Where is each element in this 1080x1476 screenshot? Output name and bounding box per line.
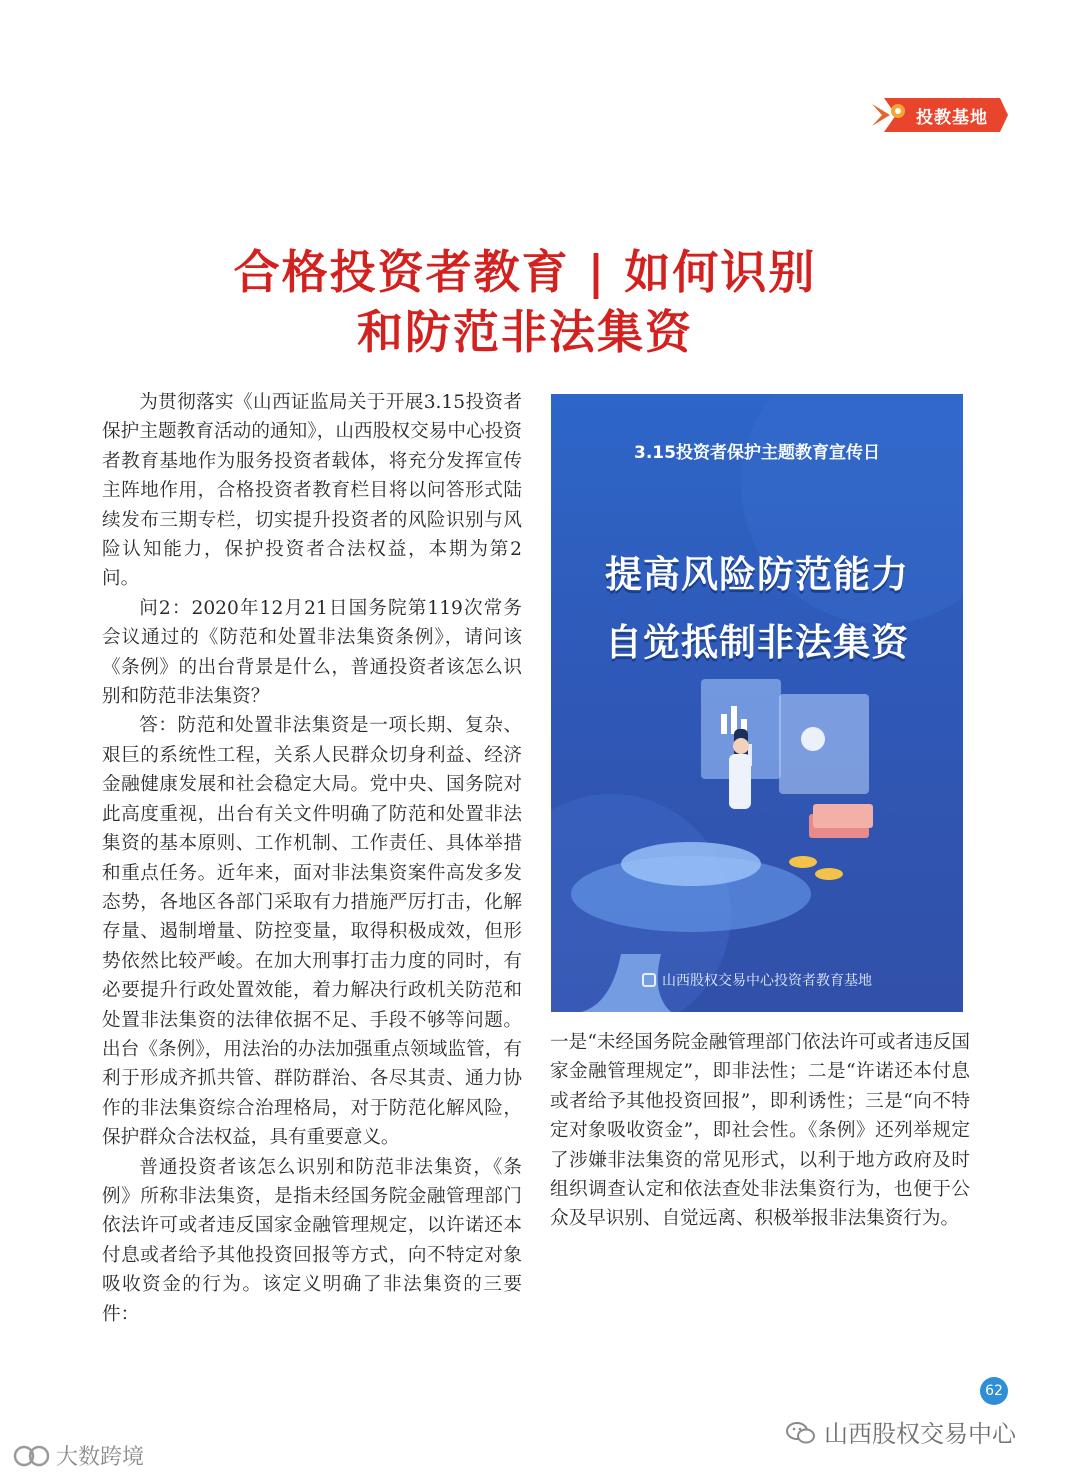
page-number: 62 [980, 1377, 1008, 1405]
promo-poster [551, 394, 963, 1012]
paragraph-answer: 答：防范和处置非法集资是一项长期、复杂、艰巨的系统性工程，关系人民群众切身利益、经济金融健康发展和社会稳定大局。党中央、国务院对此高度重视，出台有关文件明确了防范和处置非法集资的基本原则、工作机制、工作责任、具体举措和重点任务。近年来，面对非法集资案件高发多发态势，各地区各部门采取有力措施严厉打击，化解存量、遏制增量、防控变量，取得积极成效，但形势依然比较严峻。在加大刑事打击力度的同时，有必要提升行政处置效能，着力解决行政机关防范和处置非法集资的法律依据不足、手段不够等问题。出台《条例》，用法治的办法加强重点领域监管，有利于形成齐抓共管、群防群治、各尽其责、通力协作的非法集资综合治理格局，对于防范化解风险，保护群众合法权益，具有重要意义。 [102, 715, 522, 1149]
paragraph-definition: 普通投资者该怎么识别和防范非法集资，《条例》所称非法集资，是指未经国务院金融管理部门依法许可或者违反国家金融管理规定，以许诺还本付息或者给予其他投资回报等方式，向不特定对象吸收资金的行为。该定义明确了非法集资的三要件： [102, 1156, 522, 1325]
wechat-account-name: 山西股权交易中心 [824, 1420, 1016, 1448]
section-tag [872, 92, 1008, 138]
source-watermark [12, 1440, 144, 1471]
paragraph-three-elements: 一是“未经国务院金融管理部门依法许可或者违反国家金融管理规定”，即非法性；二是“许诺还本付息或者给予其他投资回报”，即利诱性；三是“向不特定对象吸收资金”，即社会性。《条例》还列举规定了涉嫌非法集资的常见形式，以利于地方政府及时组织调查认定和依法查处非法集资行为，也便于公众及早识别、自觉远离、积极举报非法集资行为。 [550, 1032, 970, 1230]
article-left-column [102, 388, 522, 1329]
article-title-line-2: 和防范非法集资 [357, 305, 693, 359]
paragraph-intro: 为贯彻落实《山西证监局关于开展3.15投资者保护主题教育活动的通知》，山西股权交易中心投资者教育基地作为服务投资者载体，将充分发挥宣传主阵地作用，合格投资者教育栏目将以问答形式陆续发布三期专栏，切实提升投资者的风险识别与风险认知能力，保护投资者合法权益，本期为第2问。 [102, 392, 522, 590]
article-title-line-1: 合格投资者教育 | 如何识别 [233, 245, 817, 299]
wechat-icon [786, 1421, 816, 1445]
poster-headline-line-1: 提高风险防范能力 [605, 553, 909, 596]
source-logo-icon [12, 1444, 52, 1468]
poster-background-art [551, 394, 963, 1012]
poster-footer [551, 970, 963, 990]
source-watermark-text: 大数跨境 [56, 1445, 145, 1470]
section-tag-label: 投教基地 [916, 108, 988, 128]
paragraph-question: 问2：2020年12月21日国务院第119次常务会议通过的《防范和处置非法集资条例》，请问该《条例》的出台背景是什么，普通投资者该怎么识别和防范非法集资？ [102, 597, 522, 708]
org-logo-icon [642, 973, 656, 987]
poster-subtitle: 3.15投资者保护主题教育宣传日 [634, 443, 880, 463]
poster-footer-text: 山西股权交易中心投资者教育基地 [662, 973, 872, 989]
wechat-watermark [786, 1414, 1016, 1449]
poster-headline-line-2: 自觉抵制非法集资 [605, 621, 909, 664]
article-right-column [550, 1028, 970, 1234]
